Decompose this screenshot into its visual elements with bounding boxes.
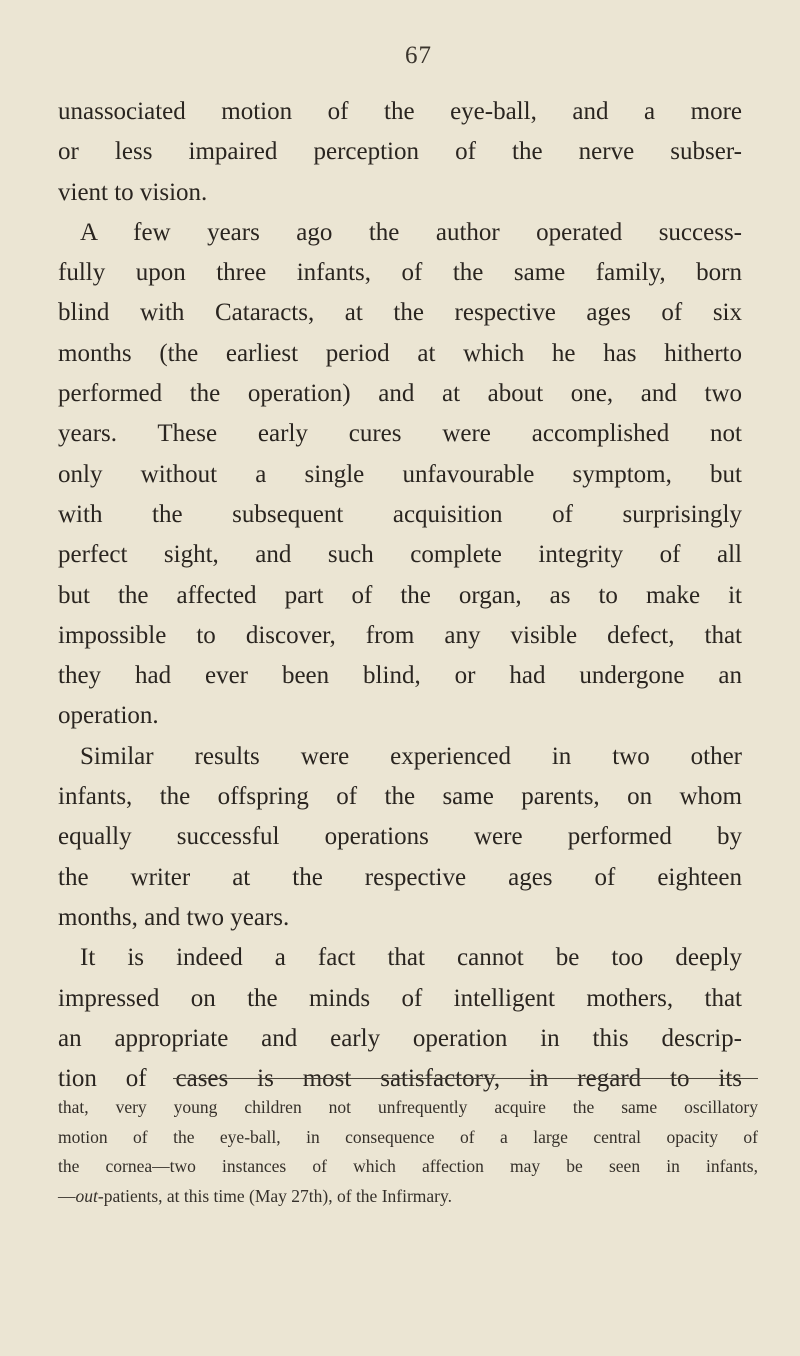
footnote-italic-word: out — [75, 1185, 98, 1206]
body-line: but the affected part of the organ, as to make it — [58, 581, 742, 609]
footnote-line: that, very young children not unfrequently acquire the same oscillatory — [58, 1097, 758, 1117]
footnote-line: —out-patients, at this time (May 27th), of the Infirmary. — [58, 1185, 452, 1206]
body-line: the writer at the respective ages of eighteen — [58, 863, 742, 891]
body-line: impossible to discover, from any visible defect, that — [58, 621, 742, 649]
body-line: months (the earliest period at which he has hitherto — [58, 339, 742, 367]
body-line: infants, the offspring of the same parents, on whom — [58, 783, 742, 811]
body-line: equally successful operations were performed by — [58, 823, 742, 851]
body-line: with the subsequent acquisition of surprisingly — [58, 500, 742, 528]
body-line: only without a single unfavourable symptom, but — [58, 460, 742, 488]
page-number: 67 — [405, 42, 432, 69]
footnote — [58, 1093, 758, 1211]
body-line: operation. — [58, 702, 159, 730]
body-line: or less impaired perception of the nerve subser- — [58, 138, 742, 166]
body-line: unassociated motion of the eye-ball, and a more — [58, 98, 742, 125]
body-line: an appropriate and early operation in this descrip- — [58, 1024, 742, 1052]
footnote-divider — [173, 1078, 758, 1079]
body-line: years. These early cures were accomplished not — [58, 420, 742, 448]
body-line: perfect sight, and such complete integrity of all — [58, 541, 742, 569]
body-line: Similar results were experienced in two other — [80, 742, 742, 770]
body-line: tion of cases is most satisfactory, in regard to its — [58, 1065, 742, 1093]
body-line: months, and two years. — [58, 903, 290, 931]
body-line: blind with Cataracts, at the respective ages of six — [58, 299, 742, 327]
footnote-line: motion of the eye-ball, in consequence of a large central opacity of — [58, 1126, 758, 1147]
body-line: vient to vision. — [58, 178, 208, 206]
footnote-line-rest: -patients, at this time (May 27th), of the Infirmary. — [97, 1185, 452, 1206]
body-line: impressed on the minds of intelligent mothers, that — [58, 984, 742, 1012]
body-line: A few years ago the author operated success- — [80, 218, 742, 246]
body-line: performed the operation) and at about one, and two — [58, 380, 742, 408]
body-line: It is indeed a fact that cannot be too deeply — [80, 944, 742, 972]
body-line: fully upon three infants, of the same family, born — [58, 259, 742, 287]
body-text — [58, 92, 742, 1099]
body-line: they had ever been blind, or had undergone an — [58, 662, 742, 690]
footnote-line: the cornea—two instances of which affection may be seen in infants, — [58, 1156, 758, 1176]
